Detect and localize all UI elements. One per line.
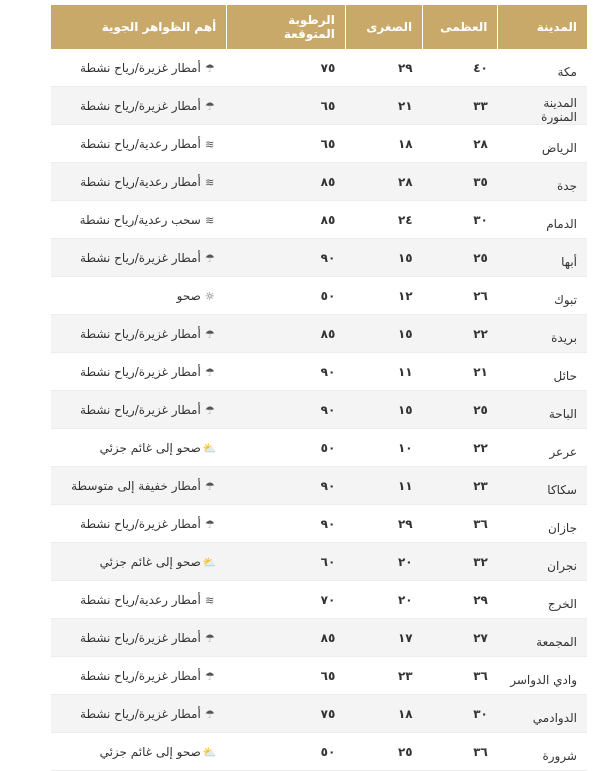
phenomena-text: أمطار غزيرة/رياح نشطة: [80, 250, 201, 265]
max-temp-cell: ٢٢: [423, 429, 498, 467]
city-cell: تبوك: [498, 277, 587, 315]
phenomena-text: أمطار خفيفة إلى متوسطة: [71, 478, 201, 493]
city-cell: المجمعة: [498, 619, 587, 657]
phenomena-text: صحو إلى غائم جزئي: [99, 440, 201, 455]
phenomena-text: صحو إلى غائم جزئي: [99, 744, 201, 759]
phenomena-cell: [51, 391, 227, 429]
humidity-cell: ٩٠: [227, 353, 346, 391]
city-cell: الرياض: [498, 125, 587, 163]
phenomena-cell: [51, 49, 227, 87]
max-temp-cell: ٣٢: [423, 543, 498, 581]
max-temp-cell: ٣٦: [423, 505, 498, 543]
min-temp-cell: ٢٥: [345, 733, 422, 771]
weather-table-container: [51, 5, 587, 771]
min-temp-cell: ١٥: [345, 391, 422, 429]
phenomena-text: أمطار رعدية/رياح نشطة: [80, 136, 201, 151]
min-temp-cell: ١٠: [345, 429, 422, 467]
city-cell: مكة: [498, 49, 587, 87]
min-temp-cell: ١٢: [345, 277, 422, 315]
min-temp-cell: ١٨: [345, 125, 422, 163]
min-temp-cell: ١١: [345, 353, 422, 391]
table-row: [51, 733, 587, 771]
min-temp-cell: ٢٠: [345, 581, 422, 619]
max-temp-cell: ٢٣: [423, 467, 498, 505]
humidity-cell: ٨٥: [227, 619, 346, 657]
humidity-cell: ٨٥: [227, 163, 346, 201]
max-temp-cell: ٢٧: [423, 619, 498, 657]
humidity-cell: ٩٠: [227, 391, 346, 429]
table-row: [51, 391, 587, 429]
humidity-cell: ٧٥: [227, 49, 346, 87]
table-row: [51, 201, 587, 239]
phenomena-text: أمطار غزيرة/رياح نشطة: [80, 60, 201, 75]
partly-cloudy-icon: ⛅: [202, 745, 217, 759]
wind-icon: ≋: [205, 593, 215, 607]
max-temp-cell: ٢٥: [423, 239, 498, 277]
header-humidity: الرطوبة المتوقعة: [227, 5, 346, 49]
phenomena-cell: [51, 505, 227, 543]
rain-cloud-icon: ☂: [204, 403, 215, 417]
rain-cloud-icon: ☂: [204, 631, 215, 645]
city-cell: جازان: [498, 505, 587, 543]
humidity-cell: ٥٠: [227, 733, 346, 771]
phenomena-text: أمطار غزيرة/رياح نشطة: [80, 706, 201, 721]
weather-table: [51, 5, 587, 771]
phenomena-text: أمطار غزيرة/رياح نشطة: [80, 516, 201, 531]
max-temp-cell: ٣٦: [423, 657, 498, 695]
phenomena-text: صحو: [176, 288, 201, 303]
max-temp-cell: ٢١: [423, 353, 498, 391]
min-temp-cell: ٢٠: [345, 543, 422, 581]
max-temp-cell: ٣٠: [423, 201, 498, 239]
humidity-cell: ٨٥: [227, 201, 346, 239]
rain-cloud-icon: ☂: [204, 669, 215, 683]
phenomena-cell: [51, 695, 227, 733]
rain-cloud-icon: ☂: [204, 479, 215, 493]
phenomena-cell: [51, 657, 227, 695]
phenomena-cell: [51, 581, 227, 619]
phenomena-cell: [51, 125, 227, 163]
table-row: [51, 543, 587, 581]
partly-cloudy-icon: ⛅: [202, 555, 217, 569]
city-cell: الخرج: [498, 581, 587, 619]
max-temp-cell: ٣٥: [423, 163, 498, 201]
table-row: [51, 49, 587, 87]
phenomena-text: سحب رعدية/رياح نشطة: [79, 212, 201, 227]
max-temp-cell: ٣٣: [423, 87, 498, 125]
header-phenomena: أهم الظواهر الجوية: [51, 5, 227, 49]
humidity-cell: ٦٠: [227, 543, 346, 581]
max-temp-cell: ٤٠: [423, 49, 498, 87]
phenomena-cell: [51, 277, 227, 315]
phenomena-text: أمطار رعدية/رياح نشطة: [80, 592, 201, 607]
table-row: [51, 353, 587, 391]
phenomena-text: أمطار غزيرة/رياح نشطة: [80, 326, 201, 341]
rain-cloud-icon: ☂: [204, 99, 215, 113]
min-temp-cell: ١٥: [345, 239, 422, 277]
humidity-cell: ٦٥: [227, 125, 346, 163]
phenomena-cell: [51, 619, 227, 657]
city-cell: الدمام: [498, 201, 587, 239]
city-cell: سكاكا: [498, 467, 587, 505]
table-row: [51, 277, 587, 315]
city-cell: الدوادمي: [498, 695, 587, 733]
phenomena-cell: [51, 239, 227, 277]
city-cell: حائل: [498, 353, 587, 391]
min-temp-cell: ٢١: [345, 87, 422, 125]
max-temp-cell: ٢٨: [423, 125, 498, 163]
min-temp-cell: ٢٩: [345, 49, 422, 87]
min-temp-cell: ١١: [345, 467, 422, 505]
min-temp-cell: ٢٤: [345, 201, 422, 239]
city-cell: وادي الدواسر: [498, 657, 587, 695]
phenomena-text: أمطار غزيرة/رياح نشطة: [80, 668, 201, 683]
min-temp-cell: ٢٣: [345, 657, 422, 695]
table-row: [51, 581, 587, 619]
phenomena-cell: [51, 353, 227, 391]
table-row: [51, 239, 587, 277]
max-temp-cell: ٣٦: [423, 733, 498, 771]
humidity-cell: ٦٥: [227, 87, 346, 125]
humidity-cell: ٩٠: [227, 239, 346, 277]
humidity-cell: ٥٠: [227, 429, 346, 467]
sun-icon: ☼: [204, 289, 215, 303]
table-row: [51, 315, 587, 353]
max-temp-cell: ٢٢: [423, 315, 498, 353]
city-cell: جدة: [498, 163, 587, 201]
min-temp-cell: ١٥: [345, 315, 422, 353]
phenomena-cell: [51, 429, 227, 467]
phenomena-cell: [51, 201, 227, 239]
city-cell: أبها: [498, 239, 587, 277]
min-temp-cell: ١٧: [345, 619, 422, 657]
humidity-cell: ٧٥: [227, 695, 346, 733]
phenomena-text: صحو إلى غائم جزئي: [99, 554, 201, 569]
city-cell: الباحة: [498, 391, 587, 429]
phenomena-text: أمطار غزيرة/رياح نشطة: [80, 98, 201, 113]
table-row: [51, 657, 587, 695]
city-cell: المدينة المنورة: [498, 87, 587, 125]
city-cell: بريدة: [498, 315, 587, 353]
phenomena-cell: [51, 315, 227, 353]
phenomena-cell: [51, 467, 227, 505]
table-row: [51, 619, 587, 657]
partly-cloudy-icon: ⛅: [202, 441, 217, 455]
rain-cloud-icon: ☂: [204, 707, 215, 721]
humidity-cell: ٩٠: [227, 505, 346, 543]
city-cell: نجران: [498, 543, 587, 581]
phenomena-text: أمطار غزيرة/رياح نشطة: [80, 364, 201, 379]
rain-cloud-icon: ☂: [204, 365, 215, 379]
max-temp-cell: ٢٥: [423, 391, 498, 429]
table-row: [51, 429, 587, 467]
wind-icon: ≋: [205, 213, 215, 227]
rain-cloud-icon: ☂: [204, 327, 215, 341]
table-row: [51, 125, 587, 163]
wind-icon: ≋: [205, 175, 215, 189]
humidity-cell: ٦٥: [227, 657, 346, 695]
city-cell: عرعر: [498, 429, 587, 467]
rain-cloud-icon: ☂: [204, 517, 215, 531]
max-temp-cell: ٣٠: [423, 695, 498, 733]
header-min: الصغرى: [345, 5, 422, 49]
max-temp-cell: ٢٩: [423, 581, 498, 619]
min-temp-cell: ٢٨: [345, 163, 422, 201]
min-temp-cell: ١٨: [345, 695, 422, 733]
phenomena-text: أمطار غزيرة/رياح نشطة: [80, 402, 201, 417]
table-row: [51, 163, 587, 201]
city-cell: شرورة: [498, 733, 587, 771]
phenomena-cell: [51, 163, 227, 201]
humidity-cell: ٨٥: [227, 315, 346, 353]
table-header-row: [51, 5, 587, 49]
phenomena-text: أمطار غزيرة/رياح نشطة: [80, 630, 201, 645]
wind-icon: ≋: [205, 137, 215, 151]
phenomena-cell: [51, 733, 227, 771]
header-max: العظمى: [423, 5, 498, 49]
table-row: [51, 467, 587, 505]
rain-cloud-icon: ☂: [204, 61, 215, 75]
humidity-cell: ٩٠: [227, 467, 346, 505]
phenomena-cell: [51, 543, 227, 581]
phenomena-cell: [51, 87, 227, 125]
max-temp-cell: ٢٦: [423, 277, 498, 315]
rain-cloud-icon: ☂: [204, 251, 215, 265]
header-city: المدينة: [498, 5, 587, 49]
table-row: [51, 695, 587, 733]
table-row: [51, 87, 587, 125]
humidity-cell: ٧٠: [227, 581, 346, 619]
phenomena-text: أمطار رعدية/رياح نشطة: [80, 174, 201, 189]
table-row: [51, 505, 587, 543]
min-temp-cell: ٢٩: [345, 505, 422, 543]
humidity-cell: ٥٠: [227, 277, 346, 315]
